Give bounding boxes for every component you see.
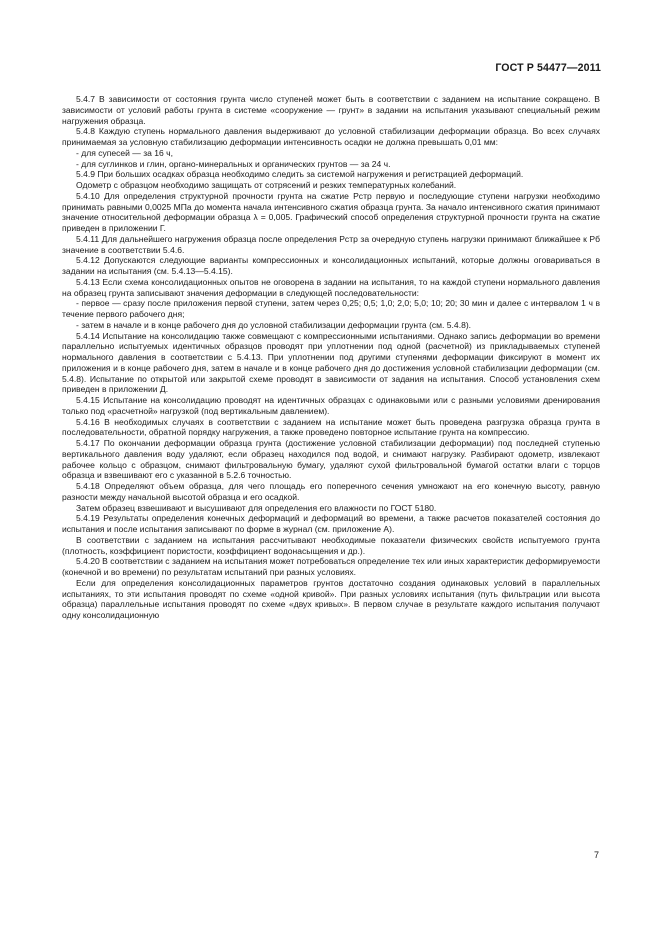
paragraph-5-4-8: 5.4.8 Каждую ступень нормального давления выдерживают до условной стабилизации деформации образца. Во всех случаях принимаемая за условную стабилизацию деформации интенсивность осадки не должна превышать 0,01 мм: [62,126,600,147]
document-header: ГОСТ Р 54477—2011 [495,62,601,74]
paragraph-5-4-11: 5.4.11 Для дальнейшего нагружения образца после определения Pстр за очередную ступень нагрузки принимают ближайшее к Pб значение в соответствии 5.4.6. [62,233,600,255]
paragraph-5-4-14: 5.4.14 Испытание на консолидацию также совмещают с компрессионными испытаниями. Однако запись деформации во времени параллельно испытуемых идентичных образцов проводят при уплотнении под одной (расчетной) из прикладываемых ступеней нормального давления в соответствии с 5.4.13. При уплотнении под другими ступенями деформации фиксируют в момент их приложения и в конце рабочего дня, затем в начале и в конце рабочего дня до достижения условной стабилизации деформации (см. 5.4.8). Испытание по открытой или закрытой схеме проводят в зависимости от задания на испытания. Способ установления схем приведен в приложении Д. [62,330,600,395]
paragraph-5-4-9: 5.4.9 При больших осадках образца необходимо следить за системой нагружения и регистрацией деформаций. [76,169,524,180]
list-item: - затем в начале и в конце рабочего дня до условной стабилизации деформации грунта (см. 5.4.8). [76,319,472,330]
paragraph-5-4-15: 5.4.15 Испытание на консолидацию проводят на идентичных образцах с одинаковыми или с разными условиями дренирования только под «расчетной» нагрузкой (под вертикальным давлением). [62,395,600,416]
paragraph-5-4-7: 5.4.7 В зависимости от состояния грунта число ступеней может быть в соответствии с заданием на испытание сокращено. В зависимости от условий работы грунта в системе «сооружение — грунт» в задании на испытания указывают специальный режим нагружения образца. [62,94,600,126]
paragraph-5-4-10: 5.4.10 Для определения структурной прочности грунта на сжатие Pстр первую и последующие ступени нагрузки необходимо принимать равными 0,0025 МПа до момента начала интенсивного сжатия образца грунта. За начало интенсивного сжатия принимают значение относительной деформации образца λ = 0,005. Графический способ определения структурной прочности грунта на сжатие приведен в приложении Г. [62,190,600,233]
paragraph-5-4-19: 5.4.19 Результаты определения конечных деформаций и деформаций во времени, а также расчетов показателей состояния до испытания и после испытания записывают по форме в журнал (см. приложение А). [62,513,600,534]
list-item: - для суглинков и глин, органо-минеральных и органических грунтов — за 24 ч. [76,158,391,169]
list-item: - для супесей — за 16 ч, [76,147,173,158]
paragraph-5-4-16: 5.4.16 В необходимых случаях в соответствии с заданием на испытание может быть проведена разгрузка образца грунта в последовательности, обратной порядку нагружения, а также проведено повторное испытание грунта на компрессию. [62,416,600,438]
paragraph: Затем образец взвешивают и высушивают для определения его влажности по ГОСТ 5180. [76,502,437,513]
paragraph-5-4-13: 5.4.13 Если схема консолидационных опытов не оговорена в задании на испытания, то на каждой ступени нормального давления на образец грунта записывают значения деформации в следующей последовательности: [62,276,600,298]
paragraph-5-4-20: 5.4.20 В соответствии с заданием на испытания может потребоваться определение тех или иных характеристик деформируемости (конечной и во времени) по результатам испытаний при разных условиях. [62,556,600,577]
page-number: 7 [593,850,599,860]
paragraph: Одометр с образцом необходимо защищать от сотрясений и резких температурных колебаний. [76,180,457,190]
paragraph: В соответствии с заданием на испытания рассчитывают необходимые показатели физических свойств испытуемого грунта (плотность, коэффициент пористости, коэффициент водонасыщения и др.). [62,534,600,556]
paragraph: Если для определения консолидационных параметров грунтов достаточно создания одинаковых условий в параллельных испытаниях, то эти испытания проводят по схеме «одной кривой». При разных условиях испытания (путь фильтрации или высота образца) параллельные испытания проводят по схеме «двух кривых». В первом случае в результате каждого испытания получают одну консолидационную [62,577,600,620]
list-item: - первое — сразу после приложения первой ступени, затем через 0,25; 0,5; 1,0; 2,0; 5,0; 10; 20; 30 мин и далее с интервалом 1 ч в течение первого рабочего дня; [62,298,600,319]
paragraph-5-4-17: 5.4.17 По окончании деформации образца грунта (достижение условной стабилизации деформации) под последней ступенью вертикального давления воду удаляют, если образец находился под водой, и снимают нагрузку. Разбирают одометр, извлекают рабочее кольцо с образцом, снимают фильтровальную бумагу, удаляют сухой фильтровальной бумагой остатки влаги с торцов образца и взвешивают его с указанной в 5.2.6 точностью. [62,438,600,481]
document-body [62,94,600,621]
paragraph-5-4-12: 5.4.12 Допускаются следующие варианты компрессионных и консолидационных испытаний, которые должны оговариваться в задании на испытания (см. 5.4.13—5.4.15). [62,255,600,276]
paragraph-5-4-18: 5.4.18 Определяют объем образца, для чего площадь его поперечного сечения умножают на его конечную высоту, равную разности между начальной высотой образца и его осадкой. [62,481,600,502]
